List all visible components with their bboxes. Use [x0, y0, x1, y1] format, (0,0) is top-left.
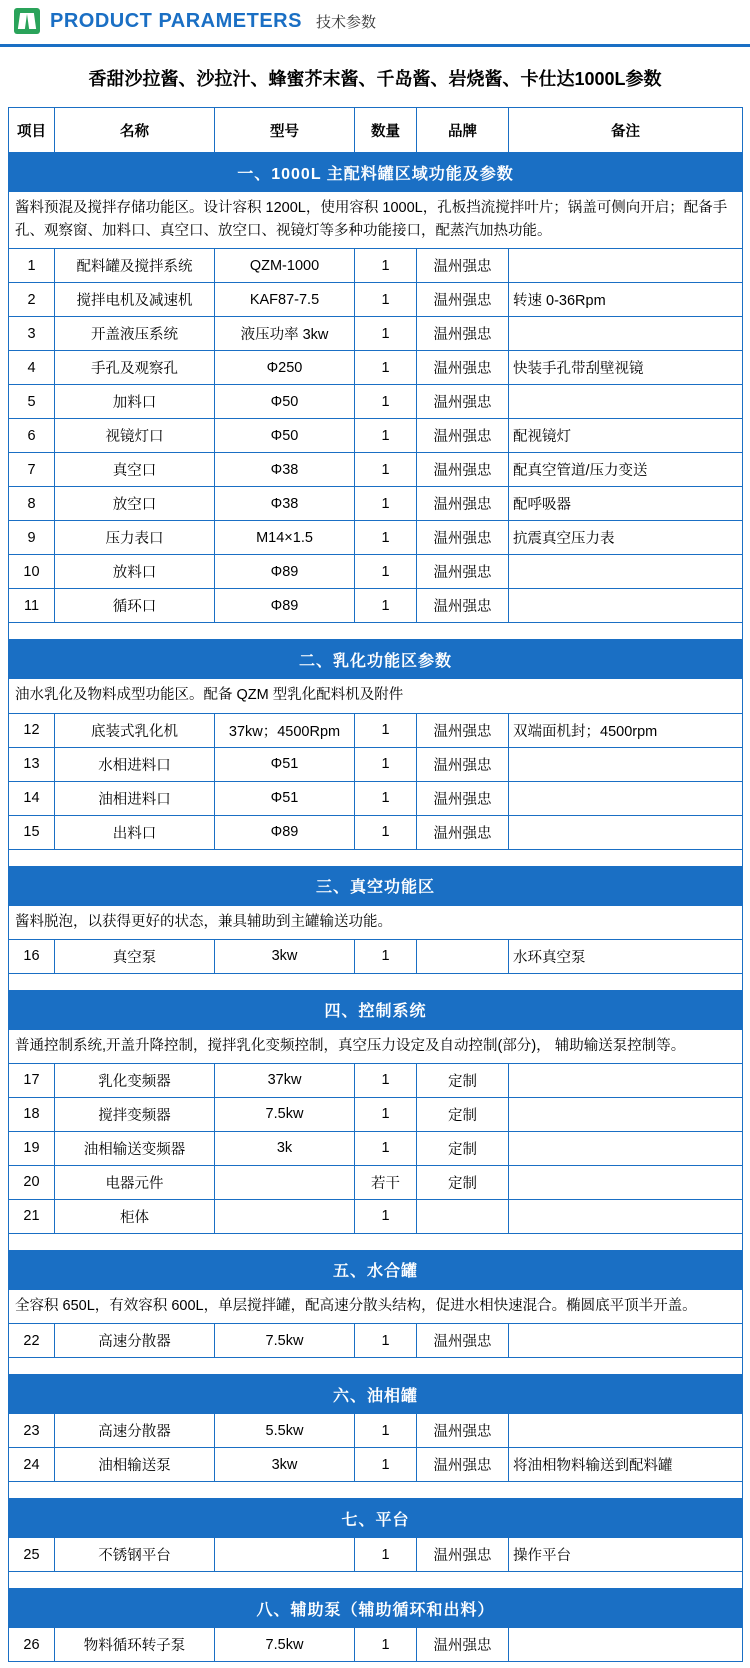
- row-index: 16: [9, 939, 55, 973]
- row-note: 操作平台: [509, 1538, 743, 1572]
- row-name: 高速分散器: [55, 1414, 215, 1448]
- row-index: 13: [9, 747, 55, 781]
- document-title: 香甜沙拉酱、沙拉汁、蜂蜜芥末酱、千岛酱、岩烧酱、卡仕达1000L参数: [88, 69, 662, 89]
- row-name: 压力表口: [55, 521, 215, 555]
- row-quantity: 1: [355, 747, 417, 781]
- row-note: [509, 1628, 743, 1662]
- row-note: [509, 1324, 743, 1358]
- table-row: [9, 1063, 743, 1097]
- row-note: 配呼吸器: [509, 487, 743, 521]
- row-note: 双端面机封；4500rpm: [509, 713, 743, 747]
- section-header-row: [9, 640, 743, 679]
- section-title: 四、控制系统: [9, 990, 743, 1029]
- row-index: 11: [9, 589, 55, 623]
- row-name: 循环口: [55, 589, 215, 623]
- row-index: 20: [9, 1165, 55, 1199]
- table-body: [9, 153, 743, 1662]
- section-description-row: [9, 905, 743, 939]
- table-row: [9, 453, 743, 487]
- table-spacer: [9, 1233, 743, 1250]
- row-note: [509, 815, 743, 849]
- row-quantity: 1: [355, 249, 417, 283]
- table-row: [9, 283, 743, 317]
- row-note: [509, 555, 743, 589]
- table-row: [9, 351, 743, 385]
- row-note: [509, 249, 743, 283]
- row-brand: 温州强忠: [417, 1324, 509, 1358]
- table-row: [9, 589, 743, 623]
- row-note: 配视镜灯: [509, 419, 743, 453]
- row-model: 37kw；4500Rpm: [215, 713, 355, 747]
- row-note: 转速 0-36Rpm: [509, 283, 743, 317]
- row-note: 快装手孔带刮壁视镜: [509, 351, 743, 385]
- table-header-row: [9, 108, 743, 153]
- row-quantity: 1: [355, 521, 417, 555]
- row-model: M14×1.5: [215, 521, 355, 555]
- row-note: [509, 1131, 743, 1165]
- spacer-cell: [9, 973, 743, 990]
- row-index: 26: [9, 1628, 55, 1662]
- row-index: 22: [9, 1324, 55, 1358]
- row-note: [509, 781, 743, 815]
- row-quantity: 1: [355, 1448, 417, 1482]
- company-logo-icon: [14, 8, 40, 34]
- row-name: 搅拌变频器: [55, 1097, 215, 1131]
- row-note: [509, 385, 743, 419]
- row-index: 5: [9, 385, 55, 419]
- row-name: 加料口: [55, 385, 215, 419]
- row-brand: 温州强忠: [417, 747, 509, 781]
- row-note: [509, 747, 743, 781]
- section-title: 二、乳化功能区参数: [9, 640, 743, 679]
- row-brand: 温州强忠: [417, 1414, 509, 1448]
- section-title: 三、真空功能区: [9, 866, 743, 905]
- row-quantity: 1: [355, 487, 417, 521]
- row-name: 配料罐及搅拌系统: [55, 249, 215, 283]
- row-quantity: 1: [355, 555, 417, 589]
- row-brand: 定制: [417, 1165, 509, 1199]
- row-index: 4: [9, 351, 55, 385]
- row-quantity: 1: [355, 1131, 417, 1165]
- row-model: Φ50: [215, 385, 355, 419]
- row-quantity: 1: [355, 815, 417, 849]
- row-model: [215, 1199, 355, 1233]
- row-note: [509, 1063, 743, 1097]
- section-header-row: [9, 990, 743, 1029]
- table-spacer: [9, 1572, 743, 1589]
- row-name: 底装式乳化机: [55, 713, 215, 747]
- table-spacer: [9, 1482, 743, 1499]
- table-row: [9, 1538, 743, 1572]
- table-row: [9, 385, 743, 419]
- header-subtitle: 技术参数: [315, 13, 376, 31]
- row-index: 21: [9, 1199, 55, 1233]
- row-model: 37kw: [215, 1063, 355, 1097]
- section-header-row: [9, 1250, 743, 1289]
- row-model: KAF87-7.5: [215, 283, 355, 317]
- row-name: 搅拌电机及减速机: [55, 283, 215, 317]
- row-brand: 温州强忠: [417, 249, 509, 283]
- section-header-row: [9, 866, 743, 905]
- row-model: 3k: [215, 1131, 355, 1165]
- row-brand: 温州强忠: [417, 589, 509, 623]
- row-model: Φ89: [215, 815, 355, 849]
- row-quantity: 1: [355, 589, 417, 623]
- row-index: 17: [9, 1063, 55, 1097]
- table-row: [9, 713, 743, 747]
- row-brand: 定制: [417, 1097, 509, 1131]
- row-name: 电器元件: [55, 1165, 215, 1199]
- section-header-row: [9, 1499, 743, 1538]
- spacer-cell: [9, 1358, 743, 1375]
- table-row: [9, 555, 743, 589]
- row-quantity: 1: [355, 1324, 417, 1358]
- section-header-row: [9, 1375, 743, 1414]
- row-index: 9: [9, 521, 55, 555]
- column-header-name: 名称: [55, 108, 215, 153]
- section-title: 六、油相罐: [9, 1375, 743, 1414]
- row-index: 25: [9, 1538, 55, 1572]
- column-header-qty: 数量: [355, 108, 417, 153]
- row-name: 开盖液压系统: [55, 317, 215, 351]
- row-model: Φ250: [215, 351, 355, 385]
- table-row: [9, 249, 743, 283]
- row-brand: 定制: [417, 1131, 509, 1165]
- table-row: [9, 1628, 743, 1662]
- section-description-row: [9, 1289, 743, 1323]
- table-spacer: [9, 973, 743, 990]
- row-model: Φ51: [215, 747, 355, 781]
- column-header-model: 型号: [215, 108, 355, 153]
- column-header-item: 项目: [9, 108, 55, 153]
- row-brand: 温州强忠: [417, 487, 509, 521]
- row-brand: 温州强忠: [417, 351, 509, 385]
- row-quantity: 1: [355, 419, 417, 453]
- row-quantity: 1: [355, 453, 417, 487]
- section-title: 五、水合罐: [9, 1250, 743, 1289]
- table-row: [9, 419, 743, 453]
- table-row: [9, 1097, 743, 1131]
- row-brand: 温州强忠: [417, 385, 509, 419]
- table-row: [9, 1448, 743, 1482]
- section-description: 酱料脱泡，以获得更好的状态，兼具辅助到主罐输送功能。: [9, 905, 743, 939]
- row-name: 乳化变频器: [55, 1063, 215, 1097]
- parameters-table: [8, 107, 743, 1662]
- row-note: [509, 317, 743, 351]
- row-index: 6: [9, 419, 55, 453]
- row-model: 7.5kw: [215, 1097, 355, 1131]
- row-quantity: 若干: [355, 1165, 417, 1199]
- row-name: 油相进料口: [55, 781, 215, 815]
- row-name: 出料口: [55, 815, 215, 849]
- row-name: 高速分散器: [55, 1324, 215, 1358]
- section-title: 七、平台: [9, 1499, 743, 1538]
- table-row: [9, 521, 743, 555]
- column-header-note: 备注: [509, 108, 743, 153]
- row-brand: 温州强忠: [417, 815, 509, 849]
- row-name: 真空泵: [55, 939, 215, 973]
- row-quantity: 1: [355, 1097, 417, 1131]
- row-quantity: 1: [355, 781, 417, 815]
- row-name: 水相进料口: [55, 747, 215, 781]
- row-note: 配真空管道/压力变送: [509, 453, 743, 487]
- table-spacer: [9, 1358, 743, 1375]
- table-row: [9, 317, 743, 351]
- row-name: 物料循环转子泵: [55, 1628, 215, 1662]
- row-note: 抗震真空压力表: [509, 521, 743, 555]
- row-note: 水环真空泵: [509, 939, 743, 973]
- row-name: 油相输送变频器: [55, 1131, 215, 1165]
- spacer-cell: [9, 1482, 743, 1499]
- row-index: 12: [9, 713, 55, 747]
- row-name: 柜体: [55, 1199, 215, 1233]
- row-index: 24: [9, 1448, 55, 1482]
- table-spacer: [9, 849, 743, 866]
- spacer-cell: [9, 1233, 743, 1250]
- row-index: 1: [9, 249, 55, 283]
- table-row: [9, 815, 743, 849]
- section-header-row: [9, 1589, 743, 1628]
- row-index: 19: [9, 1131, 55, 1165]
- spacer-cell: [9, 849, 743, 866]
- row-quantity: 1: [355, 1414, 417, 1448]
- row-index: 15: [9, 815, 55, 849]
- row-brand: 温州强忠: [417, 1448, 509, 1482]
- section-header-row: [9, 153, 743, 192]
- row-note: [509, 1199, 743, 1233]
- row-quantity: 1: [355, 713, 417, 747]
- header-title: PRODUCT PARAMETERS: [50, 9, 302, 32]
- spacer-cell: [9, 1572, 743, 1589]
- row-note: [509, 1165, 743, 1199]
- row-quantity: 1: [355, 1063, 417, 1097]
- row-brand: 温州强忠: [417, 283, 509, 317]
- table-spacer: [9, 623, 743, 640]
- section-description: 油水乳化及物料成型功能区。配备 QZM 型乳化配料机及附件: [9, 679, 743, 713]
- table-header: [9, 108, 743, 153]
- row-model: 7.5kw: [215, 1628, 355, 1662]
- row-note: 将油相物料输送到配料罐: [509, 1448, 743, 1482]
- row-note: [509, 1097, 743, 1131]
- row-brand: 温州强忠: [417, 1628, 509, 1662]
- row-quantity: 1: [355, 283, 417, 317]
- section-title: 八、辅助泵（辅助循环和出料）: [9, 1589, 743, 1628]
- row-model: Φ38: [215, 453, 355, 487]
- table-row: [9, 1131, 743, 1165]
- row-quantity: 1: [355, 351, 417, 385]
- row-brand: [417, 1199, 509, 1233]
- row-quantity: 1: [355, 1199, 417, 1233]
- row-brand: 温州强忠: [417, 555, 509, 589]
- row-index: 8: [9, 487, 55, 521]
- table-row: [9, 1414, 743, 1448]
- row-name: 放料口: [55, 555, 215, 589]
- row-brand: 温州强忠: [417, 1538, 509, 1572]
- row-index: 3: [9, 317, 55, 351]
- row-model: QZM-1000: [215, 249, 355, 283]
- row-quantity: 1: [355, 939, 417, 973]
- row-model: Φ38: [215, 487, 355, 521]
- row-index: 7: [9, 453, 55, 487]
- spacer-cell: [9, 623, 743, 640]
- row-index: 10: [9, 555, 55, 589]
- row-brand: 温州强忠: [417, 317, 509, 351]
- row-model: 5.5kw: [215, 1414, 355, 1448]
- row-quantity: 1: [355, 317, 417, 351]
- section-description: 普通控制系统,开盖升降控制，搅拌乳化变频控制，真空压力设定及自动控制(部分)， 辅助输送泵控制等。: [9, 1029, 743, 1063]
- row-model: Φ51: [215, 781, 355, 815]
- row-model: [215, 1165, 355, 1199]
- section-title: 一、1000L 主配料罐区域功能及参数: [9, 153, 743, 192]
- row-brand: 定制: [417, 1063, 509, 1097]
- row-model: Φ89: [215, 555, 355, 589]
- row-name: 视镜灯口: [55, 419, 215, 453]
- table-row: [9, 487, 743, 521]
- row-brand: 温州强忠: [417, 713, 509, 747]
- table-row: [9, 747, 743, 781]
- row-model: 3kw: [215, 1448, 355, 1482]
- row-model: 3kw: [215, 939, 355, 973]
- table-row: [9, 1165, 743, 1199]
- row-name: 放空口: [55, 487, 215, 521]
- row-quantity: 1: [355, 385, 417, 419]
- row-name: 油相输送泵: [55, 1448, 215, 1482]
- row-model: [215, 1538, 355, 1572]
- row-model: 液压功率 3kw: [215, 317, 355, 351]
- row-quantity: 1: [355, 1628, 417, 1662]
- section-description-row: [9, 679, 743, 713]
- section-description-row: [9, 192, 743, 249]
- section-description: 全容积 650L，有效容积 600L，单层搅拌罐，配高速分散头结构，促进水相快速混合。椭圆底平顶半开盖。: [9, 1289, 743, 1323]
- page-header: [0, 0, 750, 47]
- section-description: 酱料预混及搅拌存储功能区。设计容积 1200L，使用容积 1000L，孔板挡流搅拌叶片；锅盖可侧向开启；配备手孔、观察窗、加料口、真空口、放空口、视镜灯等多种功能接口，配蒸汽加热功能。: [9, 192, 743, 249]
- row-quantity: 1: [355, 1538, 417, 1572]
- section-description-row: [9, 1029, 743, 1063]
- row-note: [509, 1414, 743, 1448]
- row-index: 2: [9, 283, 55, 317]
- row-model: Φ89: [215, 589, 355, 623]
- row-index: 23: [9, 1414, 55, 1448]
- column-header-brand: 品牌: [417, 108, 509, 153]
- row-brand: 温州强忠: [417, 419, 509, 453]
- row-name: 手孔及观察孔: [55, 351, 215, 385]
- table-row: [9, 1199, 743, 1233]
- row-index: 14: [9, 781, 55, 815]
- row-model: Φ50: [215, 419, 355, 453]
- row-brand: 温州强忠: [417, 453, 509, 487]
- row-name: 真空口: [55, 453, 215, 487]
- row-brand: 温州强忠: [417, 781, 509, 815]
- row-name: 不锈钢平台: [55, 1538, 215, 1572]
- row-brand: [417, 939, 509, 973]
- table-row: [9, 781, 743, 815]
- table-row: [9, 1324, 743, 1358]
- table-row: [9, 939, 743, 973]
- row-model: 7.5kw: [215, 1324, 355, 1358]
- row-brand: 温州强忠: [417, 521, 509, 555]
- row-note: [509, 589, 743, 623]
- row-index: 18: [9, 1097, 55, 1131]
